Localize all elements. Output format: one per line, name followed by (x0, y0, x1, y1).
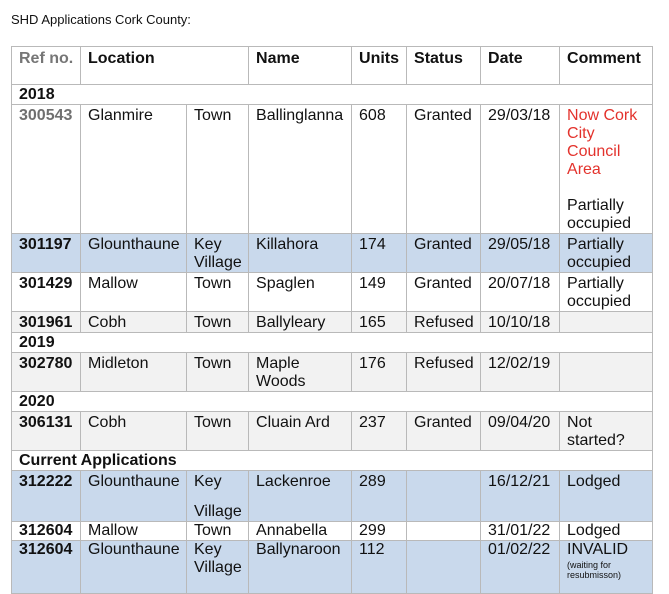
comment-spacer (567, 179, 646, 197)
comment-cell (560, 353, 653, 392)
comment-note-red: Now Cork City Council Area (567, 107, 638, 178)
units-cell: 112 (352, 541, 407, 594)
ref-cell: 301961 (12, 312, 81, 333)
units-cell: 176 (352, 353, 407, 392)
page-title: SHD Applications Cork County: (11, 12, 191, 27)
location-cell: Glanmire (81, 105, 187, 234)
table-row (12, 353, 653, 392)
comment-cell: Partially occupied (560, 234, 653, 273)
type-cell (187, 471, 249, 522)
location-cell: Mallow (81, 273, 187, 312)
comment-cell: Lodged (560, 522, 653, 541)
name-cell: Ballynaroon (249, 541, 352, 594)
section-label: 2020 (12, 392, 653, 412)
status-cell: Refused (407, 353, 481, 392)
header-date: Date (481, 47, 560, 85)
units-cell: 608 (352, 105, 407, 234)
units-cell: 149 (352, 273, 407, 312)
type-cell: Key Village (187, 541, 249, 594)
type-cell: Town (187, 312, 249, 333)
header-units: Units (352, 47, 407, 85)
name-cell: Annabella (249, 522, 352, 541)
header-location: Location (81, 47, 249, 85)
location-cell: Glounthaune (81, 234, 187, 273)
status-cell: Granted (407, 105, 481, 234)
date-cell: 09/04/20 (481, 412, 560, 451)
header-comment: Comment (560, 47, 653, 85)
ref-cell: 301429 (12, 273, 81, 312)
date-cell: 29/05/18 (481, 234, 560, 273)
shd-applications-table (11, 46, 653, 594)
comment-cell (560, 541, 653, 594)
type-cell: Key Village (187, 234, 249, 273)
location-cell: Midleton (81, 353, 187, 392)
units-cell: 299 (352, 522, 407, 541)
date-cell: 29/03/18 (481, 105, 560, 234)
table-row (12, 234, 653, 273)
location-cell: Mallow (81, 522, 187, 541)
table-row (12, 273, 653, 312)
location-cell: Cobh (81, 412, 187, 451)
name-cell: Maple Woods (249, 353, 352, 392)
table-row (12, 541, 653, 594)
section-label: 2019 (12, 333, 653, 353)
type-cell: Town (187, 522, 249, 541)
table-row (12, 105, 653, 234)
comment-cell: Not started? (560, 412, 653, 451)
section-row-2018 (12, 85, 653, 105)
type-line-2: Village (194, 503, 242, 520)
comment-cell (560, 105, 653, 234)
name-cell: Ballyleary (249, 312, 352, 333)
location-cell: Glounthaune (81, 471, 187, 522)
header-row (12, 47, 653, 85)
units-cell: 174 (352, 234, 407, 273)
type-cell: Town (187, 412, 249, 451)
table-row (12, 522, 653, 541)
section-label: 2018 (12, 85, 653, 105)
section-row-2020 (12, 392, 653, 412)
table-row (12, 471, 653, 522)
units-cell: 237 (352, 412, 407, 451)
type-cell: Town (187, 353, 249, 392)
date-cell: 10/10/18 (481, 312, 560, 333)
comment-text: Partially occupied (567, 197, 632, 232)
type-line-1: Key (194, 473, 222, 490)
units-cell: 165 (352, 312, 407, 333)
status-cell: Granted (407, 412, 481, 451)
section-row-current (12, 451, 653, 471)
ref-cell: 300543 (12, 105, 81, 234)
header-ref: Ref no. (12, 47, 81, 85)
units-cell: 289 (352, 471, 407, 522)
date-cell: 31/01/22 (481, 522, 560, 541)
ref-cell: 312604 (12, 541, 81, 594)
location-cell: Cobh (81, 312, 187, 333)
status-cell (407, 522, 481, 541)
table-row (12, 312, 653, 333)
comment-text: INVALID (567, 541, 629, 558)
date-cell: 16/12/21 (481, 471, 560, 522)
name-cell: Ballinglanna (249, 105, 352, 234)
type-spacer (194, 491, 242, 503)
name-cell: Cluain Ard (249, 412, 352, 451)
header-name: Name (249, 47, 352, 85)
status-cell (407, 541, 481, 594)
ref-cell: 302780 (12, 353, 81, 392)
date-cell: 12/02/19 (481, 353, 560, 392)
section-label: Current Applications (12, 451, 653, 471)
ref-cell: 312604 (12, 522, 81, 541)
status-cell: Refused (407, 312, 481, 333)
comment-cell: Lodged (560, 471, 653, 522)
status-cell (407, 471, 481, 522)
ref-cell: 306131 (12, 412, 81, 451)
status-cell: Granted (407, 234, 481, 273)
date-cell: 20/07/18 (481, 273, 560, 312)
ref-cell: 301197 (12, 234, 81, 273)
name-cell: Killahora (249, 234, 352, 273)
section-row-2019 (12, 333, 653, 353)
comment-note-small: (waiting for resubmisson) (567, 560, 622, 580)
table-row (12, 412, 653, 451)
type-cell: Town (187, 105, 249, 234)
name-cell: Lackenroe (249, 471, 352, 522)
ref-cell: 312222 (12, 471, 81, 522)
header-status: Status (407, 47, 481, 85)
date-cell: 01/02/22 (481, 541, 560, 594)
comment-cell (560, 312, 653, 333)
type-cell: Town (187, 273, 249, 312)
status-cell: Granted (407, 273, 481, 312)
comment-cell: Partially occupied (560, 273, 653, 312)
location-cell: Glounthaune (81, 541, 187, 594)
name-cell: Spaglen (249, 273, 352, 312)
